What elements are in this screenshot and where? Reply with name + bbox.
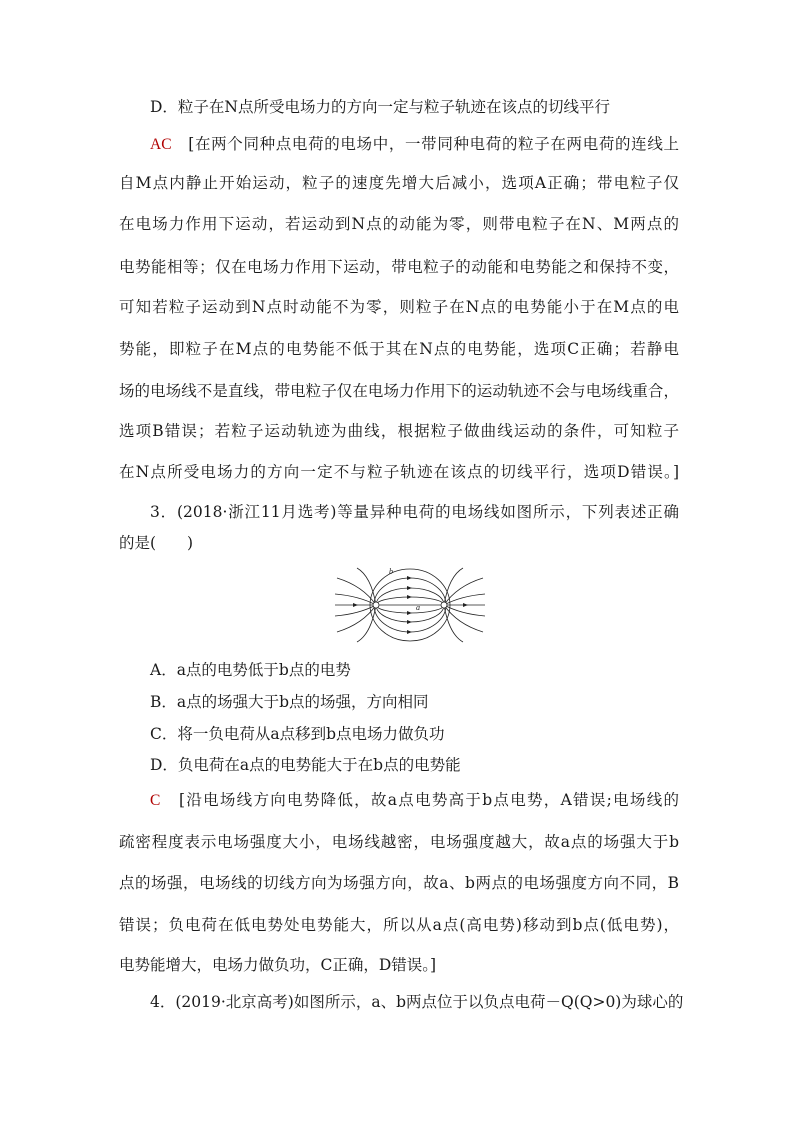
- q3-option-d: D．负电荷在a点的电势能大于在b点的电势能: [150, 756, 461, 774]
- q2-explanation-line-7: 场的电场线不是直线，带电粒子仅在电场力作用下的运动轨迹不会与电场线重合，: [119, 382, 679, 400]
- q2-explanation-line-9: 在N点所受电场力的方向一定不与粒子轨迹在该点的切线平行，选项D错误。]: [119, 463, 679, 481]
- q3-explanation-line-3: 点的场强，电场线的切线方向为场强方向，故a、b两点的电场强度方向不同，B: [119, 874, 679, 892]
- q3-option-c: C．将一负电荷从a点移到b点电场力做负功: [150, 725, 445, 743]
- q4-stem-line-1: 4．(2019·北京高考)如图所示，a、b两点位于以负点电荷－Q(Q>0)为球心的: [150, 993, 684, 1011]
- q2-explanation-line-6: 势能，即粒子在M点的电势能不低于其在N点的电势能，选项C正确；若静电: [119, 340, 679, 358]
- q3-stem-line-1: 3．(2018·浙江11月选考)等量异种电荷的电场线如图所示，下列表述正确: [150, 503, 679, 521]
- q3-explanation-line-4: 错误；负电荷在低电势处电势能大，所以从a点(高电势)移动到b点(低电势)，: [119, 916, 679, 934]
- q2-explanation-line-5: 可知若粒子运动到N点时动能不为零，则粒子在N点的电势能小于在M点的电: [119, 298, 679, 316]
- q2-explanation-line-3: 在电场力作用下运动，若运动到N点的动能为零，则带电粒子在N、M两点的: [119, 215, 679, 233]
- q3-option-b: B．a点的场强大于b点的场强，方向相同: [150, 693, 429, 711]
- q2-explanation-line-2: 自M点内静止开始运动，粒子的速度先增大后减小，选项A正确；带电粒子仅: [119, 174, 679, 192]
- q2-explanation-line-4: 电势能相等；仅在电场力作用下运动，带电粒子的动能和电势能之和保持不变，: [119, 258, 679, 276]
- q2-option-d: D．粒子在N点所受电场力的方向一定与粒子轨迹在该点的切线平行: [150, 98, 610, 116]
- q3-stem-line-2: 的是( ): [119, 534, 194, 552]
- q3-explanation-line-2: 疏密程度表示电场强度大小，电场线越密，电场强度越大，故a点的场强大于b: [119, 833, 679, 851]
- q3-explanation-line-1: C [沿电场线方向电势降低，故a点电势高于b点电势，A错误;电场线的: [150, 791, 679, 809]
- point-b-label: b: [389, 567, 393, 576]
- positive-charge: [373, 602, 379, 608]
- point-a-label: a: [416, 603, 420, 612]
- q3-explanation-line-5: 电势能增大，电场力做负功，C正确，D错误。]: [119, 956, 437, 974]
- q3-option-a: A．a点的电势低于b点的电势: [150, 661, 351, 679]
- negative-charge: [441, 602, 447, 608]
- electric-field-lines-figure: [333, 566, 487, 644]
- q2-explanation-line-8: 选项B错误；若粒子运动轨迹为曲线，根据粒子做曲线运动的条件，可知粒子: [119, 422, 679, 440]
- q2-answer: AC: [150, 136, 172, 153]
- q2-explanation-line-1: AC [在两个同种点电荷的电场中，一带同种电荷的粒子在两电荷的连线上: [150, 135, 679, 153]
- q3-answer: C: [150, 792, 161, 809]
